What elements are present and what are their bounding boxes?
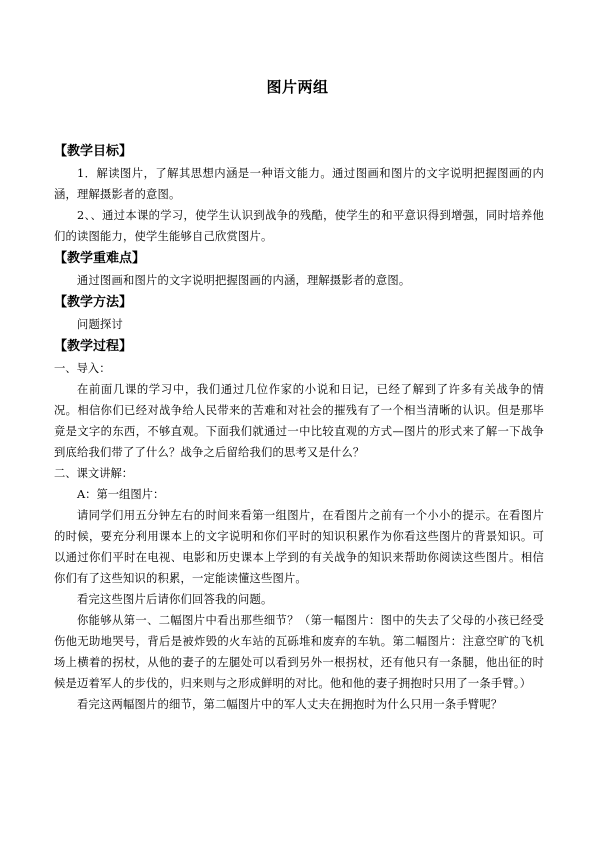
method-paragraph: 问题探讨 bbox=[77, 318, 123, 331]
process-heading: 【教学过程】 bbox=[54, 339, 133, 354]
key-points-heading: 【教学重难点】 bbox=[54, 251, 146, 266]
document-body bbox=[54, 140, 544, 715]
goals-heading: 【教学目标】 bbox=[54, 144, 133, 159]
group-a-label: A：第一组图片： bbox=[77, 488, 165, 501]
document-title: 图片两组 bbox=[266, 78, 329, 96]
question-1-paragraph: 你能够从第一、二幅图片中看出那些细节？（第一幅图片：图中的失去了父母的小孩已经受伤他无助地哭号，背后是被炸毁的火车站的瓦砾堆和废弃的车轨。第二幅图片：注意空旷的飞机场上横着的拐杖，从他的妻子的左腿处可以看到另外一根拐杖，还有他只有一条腿，他出征的时候是迈着军人的步伐的，归来则与之形成鲜明的对比。他和他的妻子拥抱时只用了一条手臂。） bbox=[54, 614, 544, 690]
lecture-label: 二、课文讲解： bbox=[54, 467, 134, 480]
after-view-paragraph: 看完这些图片后请你们回答我的问题。 bbox=[77, 593, 273, 606]
intro-label: 一、导入： bbox=[54, 362, 111, 375]
key-points-paragraph: 通过图画和图片的文字说明把握图画的内涵，理解摄影者的意图。 bbox=[77, 274, 411, 287]
method-heading: 【教学方法】 bbox=[54, 295, 133, 310]
question-2-paragraph: 看完这两幅图片的细节，第二幅图片中的军人丈夫在拥抱时为什么只用一条手臂呢？ bbox=[77, 698, 503, 711]
group-a-paragraph: 请同学们用五分钟左右的时间来看第一组图片，在看图片之前有一个小小的提示。在看图片的时候，要充分利用课本上的文字说明和你们平时的知识积累作为你看这些图片的背景知识。可以通过你们平时在电视、电影和历史课本上学到的有关战争的知识来帮助你阅读这些图片。相信你们有了这些知识的积累，一定能读懂这些图片。 bbox=[54, 509, 544, 585]
intro-paragraph: 在前面几课的学习中，我们通过几位作家的小说和日记，已经了解到了许多有关战争的情况。相信你们已经对战争给人民带来的苦难和对社会的摧残有了一个相当清晰的认识。但是那毕竟是文字的东西，不够直观。下面我们就通过一中比较直观的方式—图片的形式来了解一下战争到底给我们带了了什么？战争之后留给我们的思考又是什么？ bbox=[54, 383, 544, 459]
goal-2-paragraph: 2、、通过本课的学习，使学生认识到战争的残酷，使学生的和平意识得到增强，同时培养他们的读图能力，使学生能够自己欣赏图片。 bbox=[54, 209, 544, 243]
goal-1-paragraph: 1．解读图片，了解其思想内涵是一种语文能力。通过图画和图片的文字说明把握图画的内涵，理解摄影者的意图。 bbox=[54, 167, 544, 201]
